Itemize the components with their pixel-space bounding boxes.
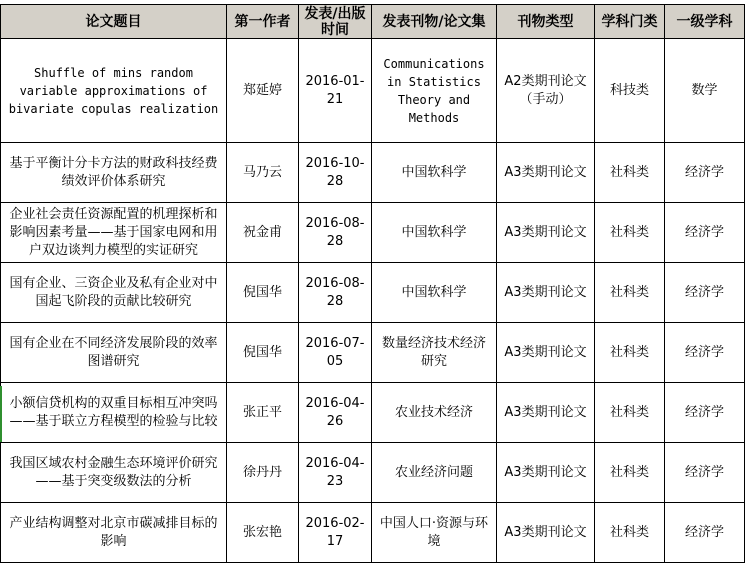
- cell-date[interactable]: 2016-04-23: [299, 443, 372, 503]
- cell-title[interactable]: 国有企业、三资企业及私有企业对中国起飞阶段的贡献比较研究: [1, 263, 227, 323]
- cell-journal[interactable]: Communications in Statistics Theory and Methods: [372, 39, 497, 143]
- cell-type[interactable]: A3类期刊论文: [497, 503, 595, 563]
- cell-type[interactable]: A2类期刊论文（手动）: [497, 39, 595, 143]
- cell-title[interactable]: 产业结构调整对北京市碳减排目标的影响: [1, 503, 227, 563]
- cell-journal[interactable]: 中国软科学: [372, 143, 497, 203]
- cell-journal[interactable]: 农业经济问题: [372, 443, 497, 503]
- cell-title[interactable]: 国有企业在不同经济发展阶段的效率图谱研究: [1, 323, 227, 383]
- cell-author[interactable]: 祝金甫: [227, 203, 299, 263]
- cell-journal[interactable]: 中国人口·资源与环境: [372, 503, 497, 563]
- cell-type[interactable]: A3类期刊论文: [497, 143, 595, 203]
- cell-discipline[interactable]: 经济学: [665, 383, 745, 443]
- table-row: [1, 443, 745, 503]
- cell-type[interactable]: A3类期刊论文: [497, 443, 595, 503]
- cell-author[interactable]: 徐丹丹: [227, 443, 299, 503]
- cell-category[interactable]: 社科类: [595, 503, 665, 563]
- header-type: 刊物类型: [497, 5, 595, 39]
- cell-category[interactable]: 社科类: [595, 143, 665, 203]
- cell-type[interactable]: A3类期刊论文: [497, 383, 595, 443]
- cell-discipline[interactable]: 经济学: [665, 203, 745, 263]
- table-row: [1, 143, 745, 203]
- cell-date[interactable]: 2016-08-28: [299, 203, 372, 263]
- cell-title[interactable]: 基于平衡计分卡方法的财政科技经费绩效评价体系研究: [1, 143, 227, 203]
- cell-date[interactable]: 2016-07-05: [299, 323, 372, 383]
- cell-discipline[interactable]: 经济学: [665, 263, 745, 323]
- table-row: [1, 383, 745, 443]
- cell-author[interactable]: 张宏艳: [227, 503, 299, 563]
- cell-discipline[interactable]: 经济学: [665, 143, 745, 203]
- active-cell-marker: [0, 386, 2, 442]
- cell-discipline[interactable]: 经济学: [665, 443, 745, 503]
- table-row: [1, 39, 745, 143]
- table-row: [1, 503, 745, 563]
- header-category: 学科门类: [595, 5, 665, 39]
- cell-title[interactable]: 小额信贷机构的双重目标相互冲突吗——基于联立方程模型的检验与比较: [1, 383, 227, 443]
- cell-category[interactable]: 社科类: [595, 323, 665, 383]
- cell-title[interactable]: 我国区域农村金融生态环境评价研究——基于突变级数法的分析: [1, 443, 227, 503]
- cell-date[interactable]: 2016-01-21: [299, 39, 372, 143]
- cell-author[interactable]: 郑延婷: [227, 39, 299, 143]
- cell-discipline[interactable]: 经济学: [665, 503, 745, 563]
- cell-author[interactable]: 倪国华: [227, 263, 299, 323]
- header-date: 发表/出版时间: [299, 5, 372, 39]
- cell-author[interactable]: 马乃云: [227, 143, 299, 203]
- cell-author[interactable]: 张正平: [227, 383, 299, 443]
- cell-date[interactable]: 2016-04-26: [299, 383, 372, 443]
- papers-table: [0, 4, 745, 563]
- header-journal: 发表刊物/论文集: [372, 5, 497, 39]
- cell-journal[interactable]: 中国软科学: [372, 203, 497, 263]
- table-row: [1, 203, 745, 263]
- cell-category[interactable]: 社科类: [595, 203, 665, 263]
- header-title: 论文题目: [1, 5, 227, 39]
- header-row: [1, 5, 745, 39]
- cell-author[interactable]: 倪国华: [227, 323, 299, 383]
- cell-category[interactable]: 社科类: [595, 263, 665, 323]
- cell-title-text: 企业社会责任资源配置的机理探析和影响因素考量——基于国家电网和用户双边谈判力模型的实证研究: [9, 206, 218, 258]
- cell-journal[interactable]: 农业技术经济: [372, 383, 497, 443]
- cell-category[interactable]: 科技类: [595, 39, 665, 143]
- cell-category[interactable]: 社科类: [595, 383, 665, 443]
- header-discipline: 一级学科: [665, 5, 745, 39]
- cell-type[interactable]: A3类期刊论文: [497, 323, 595, 383]
- cell-type[interactable]: A3类期刊论文: [497, 203, 595, 263]
- cell-date[interactable]: 2016-02-17: [299, 503, 372, 563]
- cell-journal[interactable]: 数量经济技术经济研究: [372, 323, 497, 383]
- cell-title[interactable]: Shuffle of mins random variable approximations of bivariate copulas realization: [1, 39, 227, 143]
- cell-category[interactable]: 社科类: [595, 443, 665, 503]
- cell-type[interactable]: A3类期刊论文: [497, 263, 595, 323]
- table-row: [1, 323, 745, 383]
- table-row: [1, 263, 745, 323]
- cell-title[interactable]: [1, 203, 227, 263]
- cell-date[interactable]: 2016-10-28: [299, 143, 372, 203]
- cell-journal[interactable]: 中国软科学: [372, 263, 497, 323]
- cell-discipline[interactable]: 数学: [665, 39, 745, 143]
- cell-discipline[interactable]: 经济学: [665, 323, 745, 383]
- cell-date[interactable]: 2016-08-28: [299, 263, 372, 323]
- header-author: 第一作者: [227, 5, 299, 39]
